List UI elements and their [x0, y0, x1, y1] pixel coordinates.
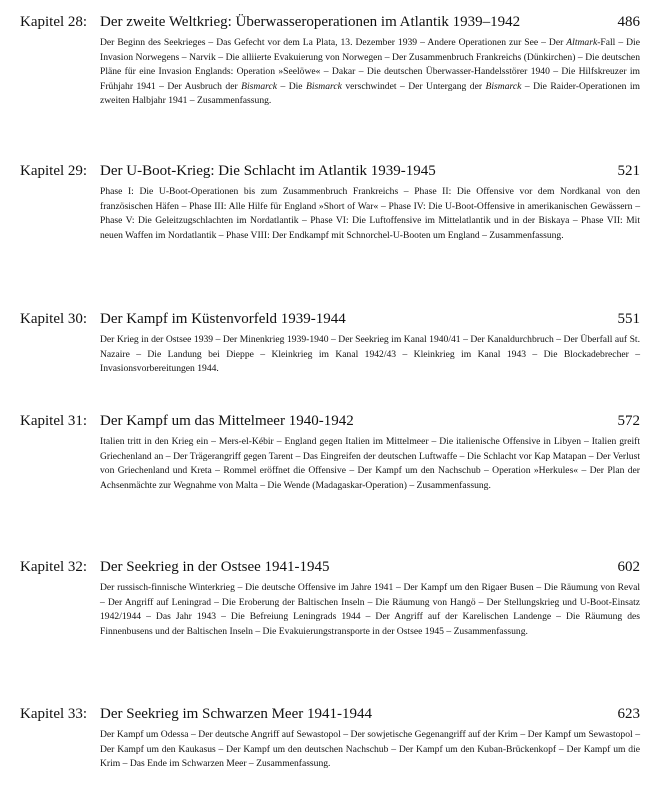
chapter-summary	[100, 435, 640, 493]
chapter-summary	[100, 581, 640, 639]
chapter-entry-31	[0, 413, 660, 493]
chapter-heading	[0, 311, 660, 333]
chapter-summary	[100, 185, 640, 243]
ship-name: Bismarck	[485, 80, 522, 92]
chapter-title: Der Kampf um das Mittelmeer 1940-1942	[100, 413, 354, 429]
chapter-label: Kapitel 28:	[20, 14, 88, 30]
chapter-page-number: 521	[617, 163, 640, 179]
summary-text: Der russisch-finnische Winterkrieg – Die deutsche Offensive im Jahre 1941 – Der Kampf um den Rigaer Busen – Die Räumung von Reval – Der Angriff auf Leningrad – Die Eroberung der Baltischen Inseln – Die Räumung von Hangö – Der Stellungskrieg und U-Boot-Einsatz 1942/1944 – Das Jahr 1943 – Die Befreiung Leningrads 1944 – Der Angriff auf der Karelischen Landenge – Die Räumung des Finnenbusens und der Baltischen Inseln – Die Evakuierungstransporte in der Ostsee 1945 – Zusammenfassung.	[100, 582, 640, 637]
summary-text: -Fall – Die Invasion Norwegens – Narvik – Die alliierte Evakuierung von Norwegen – Der Zusammenbruch Frankreichs (Dünkirchen) – Die deutschen Pläne für eine Invasion Englands: Operation »Seelöwe« – Dakar – Die deutschen Überwasser-Handelsstörer 1940 – Die Hilfskreuzer im Frühjahr 1941 – Der Ausbruch der	[100, 37, 640, 92]
chapter-label: Kapitel 31:	[20, 413, 88, 429]
summary-text: Der Krieg in der Ostsee 1939 – Der Minenkrieg 1939-1940 – Der Seekrieg im Kanal 1940/41 – Der Kanaldurchbruch – Der Überfall auf St. Nazaire – Die Landung bei Dieppe – Kleinkrieg im Kanal 1942/43 – Kleinkrieg im Kanal 1943 – Die Blockadebrecher – Invasionsvorbereitungen 1944.	[100, 334, 640, 374]
chapter-title: Der zweite Weltkrieg: Überwasseroperationen im Atlantik 1939–1942	[100, 14, 521, 30]
summary-text: Der Beginn des Seekrieges – Das Gefecht vor dem La Plata, 13. Dezember 1939 – Andere Operationen zur See – Der	[100, 37, 567, 48]
chapter-label: Kapitel 32:	[20, 559, 88, 575]
summary-text: Phase I: Die U-Boot-Operationen bis zum Zusammenbruch Frankreichs – Phase II: Die Offensive vor dem Nordkanal von den französischen Häfen – Phase III: Alle Hilfe für England »Short of War« – Phase IV: Die U-Boot-Offensive in amerikanischen Gewässern – Phase V: Die Geleitzugschlachten im Nordatlantik – Phase VI: Die Luftoffensive im Mittelatlantik und in der Biskaya – Phase VII: Mit neuen Waffen im Nordatlantik – Phase VIII: Der Endkampf mit Schnorchel-U-Booten um England – Zusammenfassung.	[100, 186, 640, 241]
chapter-page-number: 551	[617, 311, 640, 327]
chapter-label: Kapitel 29:	[20, 163, 88, 179]
summary-text: Der Kampf um Odessa – Der deutsche Angriff auf Sewastopol – Der sowjetische Gegenangriff auf der Krim – Der Kampf um Sewastopol – Der Kampf um den Kaukasus – Der Kampf um den deutschen Nachschub – Der Kampf um den Kuban-Brückenkopf – Der Kampf um die Krim – Das Ende im Schwarzen Meer – Zusammenfassung.	[100, 729, 640, 769]
chapter-entry-32	[0, 559, 660, 639]
chapter-summary	[100, 333, 640, 377]
chapter-label: Kapitel 33:	[20, 706, 88, 722]
summary-text: – Die Raider-Operationen im zweiten Halbjahr 1941 – Zusammenfassung.	[100, 80, 640, 106]
chapter-heading	[0, 413, 660, 435]
chapter-entry-33	[0, 706, 660, 772]
chapter-entry-28	[0, 14, 660, 109]
chapter-summary	[100, 36, 640, 109]
chapter-page-number: 623	[617, 706, 640, 722]
chapter-page-number: 602	[617, 559, 640, 575]
summary-text: verschwindet – Der Untergang der	[341, 80, 486, 92]
chapter-entry-29	[0, 163, 660, 243]
ship-name: Bismarck	[241, 80, 278, 92]
chapter-label: Kapitel 30:	[20, 311, 88, 327]
ship-name: Bismarck	[306, 80, 342, 92]
chapter-page-number: 572	[617, 413, 640, 429]
chapter-heading	[0, 14, 660, 36]
chapter-summary	[100, 728, 640, 772]
chapter-title: Der Seekrieg in der Ostsee 1941-1945	[100, 559, 330, 575]
chapter-page-number: 486	[617, 14, 640, 30]
chapter-heading	[0, 559, 660, 581]
summary-text: Italien tritt in den Krieg ein – Mers-el-Kébir – England gegen Italien im Mittelmeer – Die italienische Offensive in Libyen – Italien greift Griechenland an – Der Trägerangriff gegen Tarent – Das Eingreifen der deutschen Luftwaffe – Die Schlacht vor Kap Matapan – Der Verlust von Griechenland und Kreta – Rommel eröffnet die Offensive – Der Kampf um den Nachschub – Operation »Herkules« – Der Plan der Achsenmächte zur Wegnahme von Malta – Die Wende (Madagaskar-Operation) – Zusammenfassung.	[100, 436, 640, 491]
chapter-title: Der Seekrieg im Schwarzen Meer 1941-1944	[100, 706, 372, 722]
ship-name: Altmark	[566, 37, 598, 48]
chapter-entry-30	[0, 311, 660, 377]
summary-text: – Die	[277, 80, 307, 92]
chapter-title: Der U-Boot-Krieg: Die Schlacht im Atlantik 1939-1945	[100, 163, 436, 179]
chapter-heading	[0, 163, 660, 185]
chapter-title: Der Kampf im Küstenvorfeld 1939-1944	[100, 311, 346, 327]
chapter-heading	[0, 706, 660, 728]
